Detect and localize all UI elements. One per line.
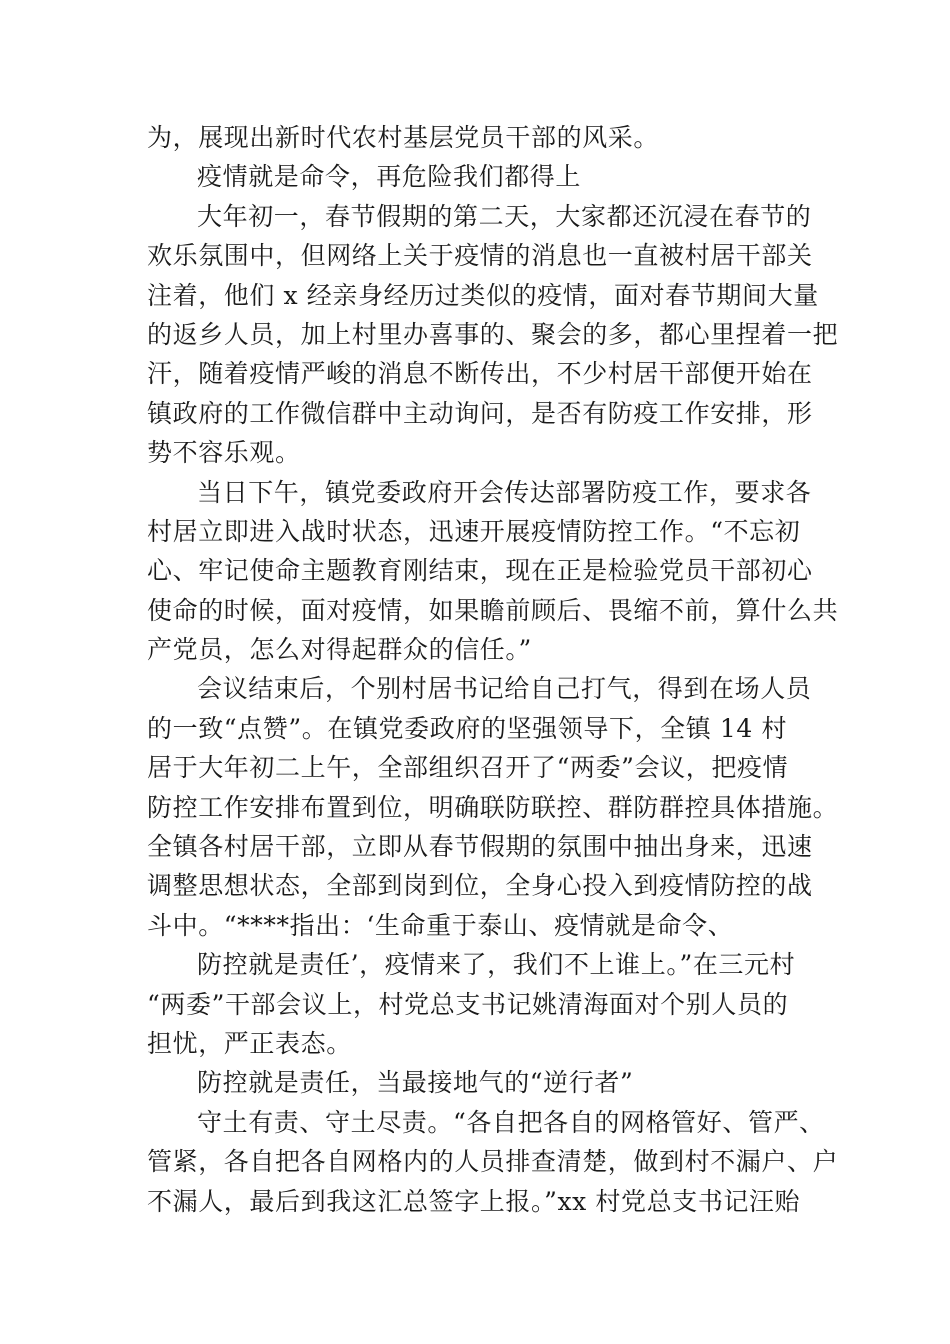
text-line: 斗中。“****指出：‘生命重于泰山、疫情就是命令、 <box>147 910 734 940</box>
text-line: 产党员，怎么对得起群众的信任。” <box>147 635 532 665</box>
text-line: 镇政府的工作微信群中主动询问，是否有防疫工作安排，形 <box>147 398 813 428</box>
text-line: 心、牢记使命主题教育刚结束，现在正是检验党员干部初心 <box>147 556 813 586</box>
text-line: 势不容乐观。 <box>147 438 301 468</box>
text-line: “两委”干部会议上，村党总支书记姚清海面对个别人员的 <box>147 989 789 1019</box>
text-line: 全镇各村居干部，立即从春节假期的氛围中抽出身来，迅速 <box>147 832 813 862</box>
text-line: 的一致“点赞”。在镇党委政府的坚强领导下，全镇 14 村 <box>147 713 788 743</box>
text-line: 使命的时候，面对疫情，如果瞻前顾后、畏缩不前，算什么共 <box>147 595 839 625</box>
text-line: 管紧，各自把各自网格内的人员排查清楚，做到村不漏户、户 <box>147 1147 839 1177</box>
section-heading: 疫情就是命令，再危险我们都得上 <box>197 162 582 192</box>
text-line: 担忧，严正表态。 <box>147 1028 352 1058</box>
text-line: 调整思想状态，全部到岗到位，全身心投入到疫情防控的战 <box>147 871 813 901</box>
text-line: 防控就是责任’，疫情来了，我们不上谁上。”在三元村 <box>197 950 796 980</box>
section-heading: 防控就是责任，当最接地气的“逆行者” <box>197 1068 634 1098</box>
text-line: 居于大年初二上午，全部组织召开了“两委”会议，把疫情 <box>147 753 789 783</box>
text-line: 当日下午，镇党委政府开会传达部署防疫工作，要求各 <box>197 477 812 507</box>
text-line: 汗，随着疫情严峻的消息不断传出，不少村居干部便开始在 <box>147 359 813 389</box>
text-line: 欢乐氛围中，但网络上关于疫情的消息也一直被村居干部关 <box>147 241 813 271</box>
text-line: 的返乡人员，加上村里办喜事的、聚会的多，都心里捏着一把 <box>147 319 839 349</box>
text-line: 大年初一，春节假期的第二天，大家都还沉浸在春节的 <box>197 201 812 231</box>
text-line: 为，展现出新时代农村基层党员干部的风采。 <box>147 123 660 152</box>
text-line: 注着，他们 x 经亲身经历过类似的疫情，面对春节期间大量 <box>147 280 819 310</box>
text-line: 防控工作安排布置到位，明确联防联控、群防群控具体措施。 <box>147 792 839 822</box>
text-line: 守土有责、守土尽责。“各自把各自的网格管好、管严、 <box>197 1107 825 1137</box>
text-line: 村居立即进入战时状态，迅速开展疫情防控工作。“不忘初 <box>147 516 801 546</box>
text-line: 会议结束后，个别村居书记给自己打气，得到在场人员 <box>197 674 812 704</box>
text-line: 不漏人，最后到我这汇总签字上报。”xx 村党总支书记汪贻 <box>147 1186 801 1216</box>
document-body <box>147 118 839 1221</box>
